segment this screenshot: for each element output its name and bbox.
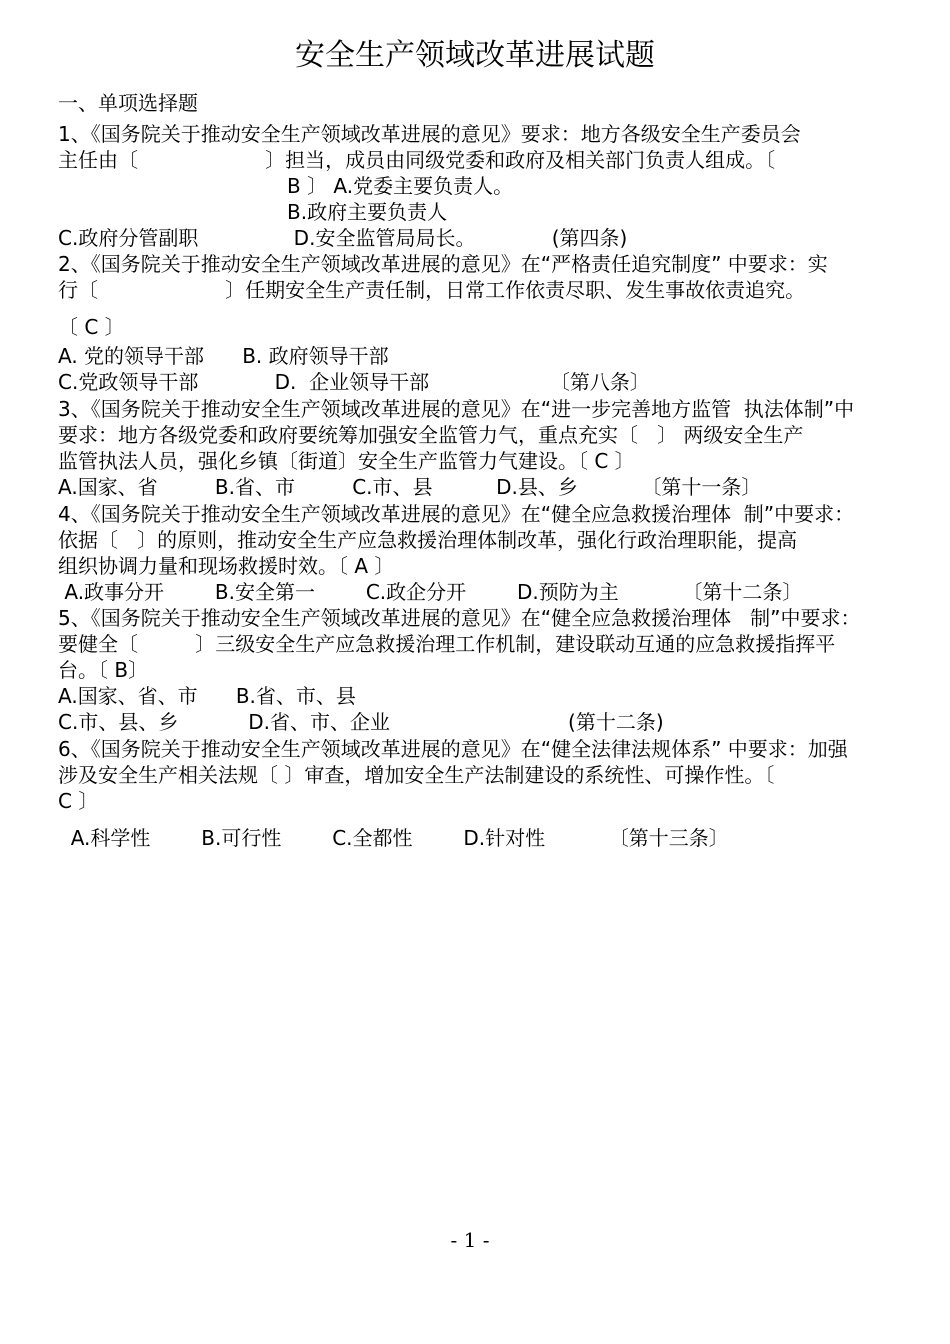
q6-line-1: 6、《国务院关于推动安全生产领域改革进展的意见》在“健全法律法规体系” 中要求：加强: [58, 737, 848, 761]
q1-line-1: 1、《国务院关于推动安全生产领域改革进展的意见》要求：地方各级安全生产委员会: [58, 122, 801, 146]
q3-line-1: 3、《国务院关于推动安全生产领域改革进展的意见》在“进一步完善地方监管 执法体制”中: [58, 397, 855, 421]
q2-options-cd: C.党政领导干部 D. 企业领导干部 〔第八条〕: [58, 370, 650, 394]
q3-line-2: 要求：地方各级党委和政府要统筹加强安全监管力气，重点充实〔 〕 两级安全生产: [58, 423, 804, 447]
q3-line-3: 监管执法人员，强化乡镇〔街道〕安全生产监管力气建设。〔 C 〕: [58, 449, 635, 473]
q5-line-1: 5、《国务院关于推动安全生产领域改革进展的意见》在“健全应急救援治理体 制”中要求：: [58, 606, 861, 630]
page-number: - 1 -: [450, 1228, 490, 1252]
q2-answer: 〔 C 〕: [58, 315, 125, 339]
q1-options-cd: C.政府分管副职 D.安全监管局局长。 (第四条): [58, 226, 628, 250]
q6-line-3: C 〕: [58, 789, 99, 813]
q3-options: A.国家、省 B.省、市 C.市、县 D.县、乡 〔第十一条〕: [58, 475, 762, 499]
q2-line-2: 行〔 〕任期安全生产责任制，日常工作依责尽职、发生事故依责追究。: [58, 278, 806, 302]
q5-line-3: 台。〔 B〕: [58, 658, 149, 682]
q1-option-b: B.政府主要负责人: [287, 200, 448, 224]
q1-line-2: 主任由〔 〕担当，成员由同级党委和政府及相关部门负责人组成。〔: [58, 148, 776, 172]
q1-option-a: B 〕 A.党委主要负责人。: [287, 174, 514, 198]
document-title: 安全生产领域改革进展试题: [295, 38, 655, 73]
q4-options: A.政事分开 B.安全第一 C.政企分开 D.预防为主 〔第十二条〕: [58, 580, 803, 604]
section-heading: 一、单项选择题: [58, 91, 198, 115]
q6-options: A.科学性 B.可行性 C.全都性 D.针对性 〔第十三条〕: [58, 826, 729, 850]
q5-line-2: 要健全〔 〕三级安全生产应急救援治理工作机制，建设联动互通的应急救援指挥平: [58, 632, 836, 656]
q4-line-2: 依据〔 〕的原则，推动安全生产应急救援治理体制改革，强化行政治理职能，提高: [58, 528, 798, 552]
q6-line-2: 涉及安全生产相关法规〔 〕审查，增加安全生产法制建设的系统性、可操作性。〔: [58, 763, 775, 787]
q4-line-1: 4、《国务院关于推动安全生产领域改革进展的意见》在“健全应急救援治理体 制”中要求：: [58, 502, 855, 526]
q5-options-ab: A.国家、省、市 B.省、市、县: [58, 684, 356, 708]
q2-line-1: 2、《国务院关于推动安全生产领域改革进展的意见》在“严格责任追究制度” 中要求：实: [58, 252, 828, 276]
q2-options-ab: A. 党的领导干部 B. 政府领导干部: [58, 344, 389, 368]
q4-line-3: 组织协调力量和现场救援时效。〔 A 〕: [58, 554, 395, 578]
q5-options-cd: C.市、县、乡 D.省、市、企业 (第十二条): [58, 710, 664, 734]
